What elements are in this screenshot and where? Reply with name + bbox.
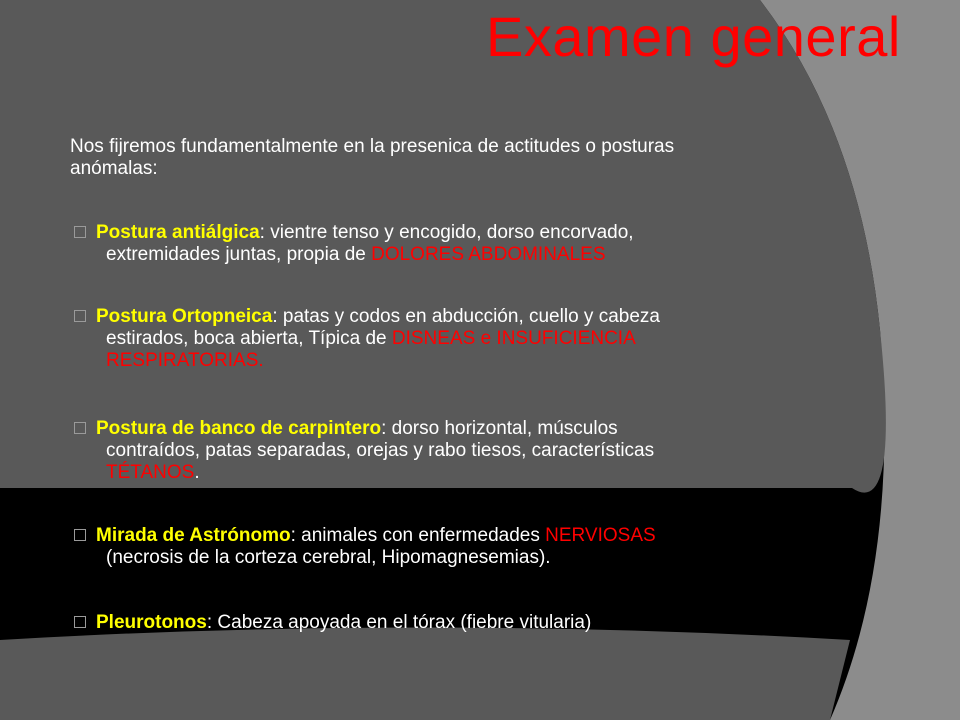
square-bullet-icon [74,422,86,434]
item-term: Postura antiálgica [96,222,260,243]
item-term: Postura Ortopneica [96,306,273,327]
list-item-mirada-de-astronomo [70,525,870,569]
item-term: Postura de banco de carpintero [96,418,382,439]
list-item-banco-de-carpintero [70,418,870,484]
item-highlight: DISNEAS e INSUFICIENCIA [391,328,636,349]
square-bullet-icon [74,310,86,322]
page-title: Examen general [486,5,901,68]
item-highlight: DOLORES ABDOMINALES [371,244,606,265]
item-text: . [194,462,200,483]
item-highlight: RESPIRATORIAS. [106,350,264,371]
item-highlight: NERVIOSAS [545,525,656,546]
square-bullet-icon [74,529,86,541]
intro-text [70,136,890,180]
item-text: extremidades juntas, propia de [106,244,372,265]
item-term: Mirada de Astrónomo [96,525,291,546]
intro-line-2: anómalas: [70,158,158,179]
item-text: (necrosis de la corteza cerebral, Hipomagnesemias). [106,547,551,568]
item-text: : vientre tenso y encogido, dorso encorvado, [259,222,634,243]
square-bullet-icon [74,226,86,238]
item-text: contraídos, patas separadas, orejas y rabo tiesos, características [106,440,655,461]
square-bullet-icon [74,616,86,628]
item-term: Pleurotonos [96,612,207,633]
item-text: : patas y codos en abducción, cuello y cabeza [272,306,660,327]
item-text: : Cabeza apoyada en el tórax (fiebre vitularia) [206,612,592,633]
item-text: : dorso horizontal, músculos [381,418,618,439]
item-highlight: TÉTANOS [106,462,195,483]
item-text: : animales con enfermedades [290,525,546,546]
list-item-postura-antialgica [70,222,870,266]
list-item-pleurotonos [70,612,870,634]
list-item-postura-ortopneica [70,306,870,372]
intro-line-1: Nos fijremos fundamentalmente en la presenica de actitudes o posturas [70,136,675,157]
item-text: estirados, boca abierta, Típica de [106,328,392,349]
bottom-gray-band [0,628,850,720]
